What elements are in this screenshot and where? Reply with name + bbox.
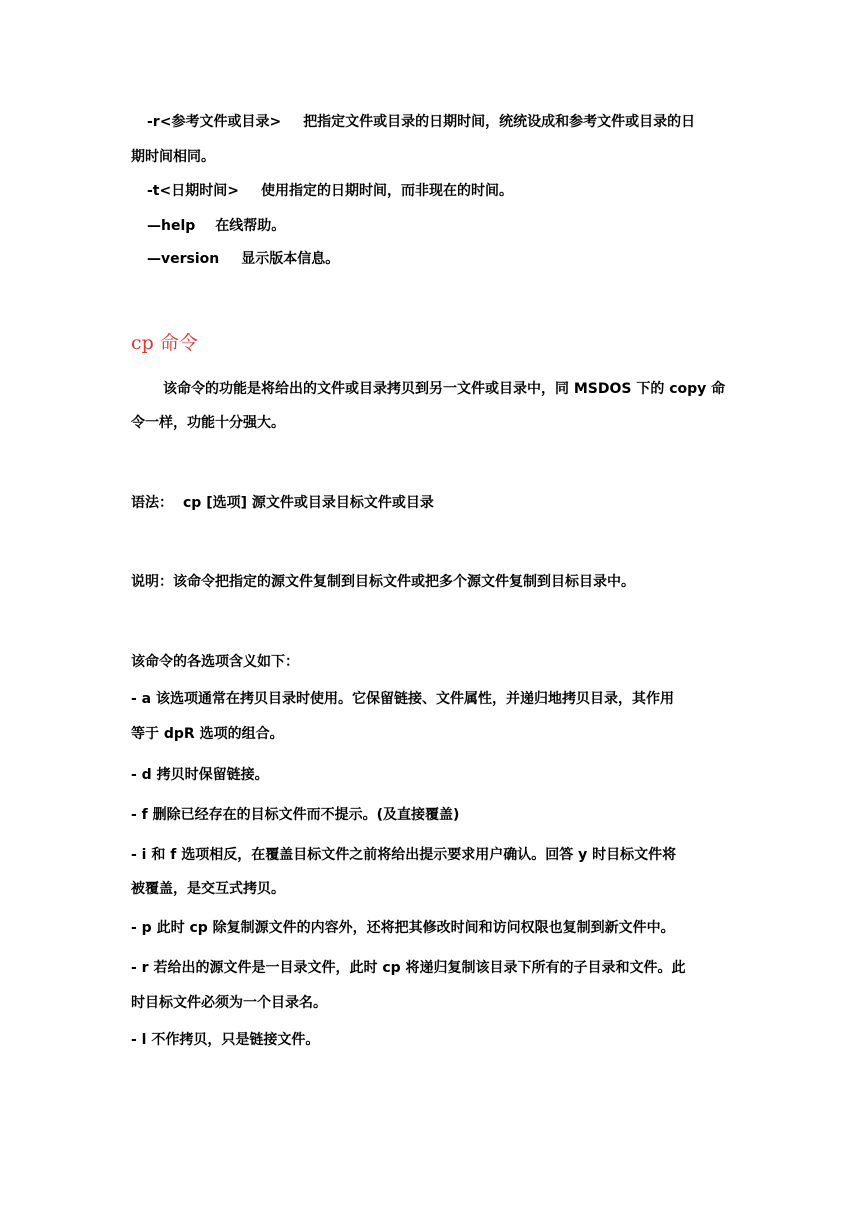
cp-options-title: 该命令的各选项含义如下：: [131, 654, 299, 670]
option-t-flag: -t<日期时间>: [147, 183, 239, 199]
cp-option-l: - l 不作拷贝，只是链接文件。: [131, 1032, 320, 1048]
option-version-description: 显示版本信息。: [241, 251, 340, 267]
cp-option-i-line-1: - i 和 f 选项相反，在覆盖目标文件之前将给出提示要求用户确认。回答 y 时目标文件将: [131, 847, 677, 863]
option-r-flag: -r<参考文件或目录>: [147, 114, 282, 130]
cp-option-f: - f 删除已经存在的目标文件而不提示。(及直接覆盖): [131, 807, 460, 823]
description-value: 该命令把指定的源文件复制到目标文件或把多个源文件复制到目标目录中。: [173, 574, 635, 590]
description-label: 说明：: [131, 574, 173, 590]
syntax-label: 语法：: [131, 495, 173, 511]
cp-intro-line-1: 该命令的功能是将给出的文件或目录拷贝到另一文件或目录中，同 MSDOS 下的 copy 命: [163, 381, 726, 397]
cp-description-line: [131, 573, 635, 591]
option-t-description: 使用指定的日期时间，而非现在的时间。: [260, 183, 513, 199]
cp-option-r-line-1: - r 若给出的源文件是一目录文件，此时 cp 将递归复制该目录下所有的子目录和文件。此: [131, 960, 686, 976]
cp-option-d: - d 拷贝时保留链接。: [131, 767, 269, 783]
option-help-description: 在线帮助。: [215, 218, 286, 234]
cp-option-r-line-2: 时目标文件必须为一个目录名。: [131, 995, 327, 1011]
option-r-line: [147, 113, 695, 131]
cp-command-heading: cp 命令: [131, 332, 198, 354]
option-t-line: [147, 182, 513, 200]
cp-option-a-line-1: - a 该选项通常在拷贝目录时使用。它保留链接、文件属性，并递归地拷贝目录，其作用: [131, 691, 675, 707]
option-r-description: 把指定文件或目录的日期时间，统统设成和参考文件或目录的日: [303, 114, 696, 130]
option-help-flag: —help: [147, 218, 196, 234]
cp-option-p: - p 此时 cp 除复制源文件的内容外，还将把其修改时间和访问权限也复制到新文件中。: [131, 920, 675, 936]
cp-intro-line-2: 令一样，功能十分强大。: [131, 415, 285, 431]
cp-syntax-line: [131, 494, 434, 512]
option-r-description-continued: 期时间相同。: [131, 149, 215, 165]
option-help-line: [147, 217, 285, 235]
cp-option-a-line-2: 等于 dpR 选项的组合。: [131, 726, 284, 742]
option-version-flag: —version: [147, 251, 220, 267]
option-version-line: [147, 250, 339, 268]
cp-option-i-line-2: 被覆盖，是交互式拷贝。: [131, 881, 285, 897]
syntax-value: cp [选项] 源文件或目录目标文件或目录: [183, 495, 434, 511]
